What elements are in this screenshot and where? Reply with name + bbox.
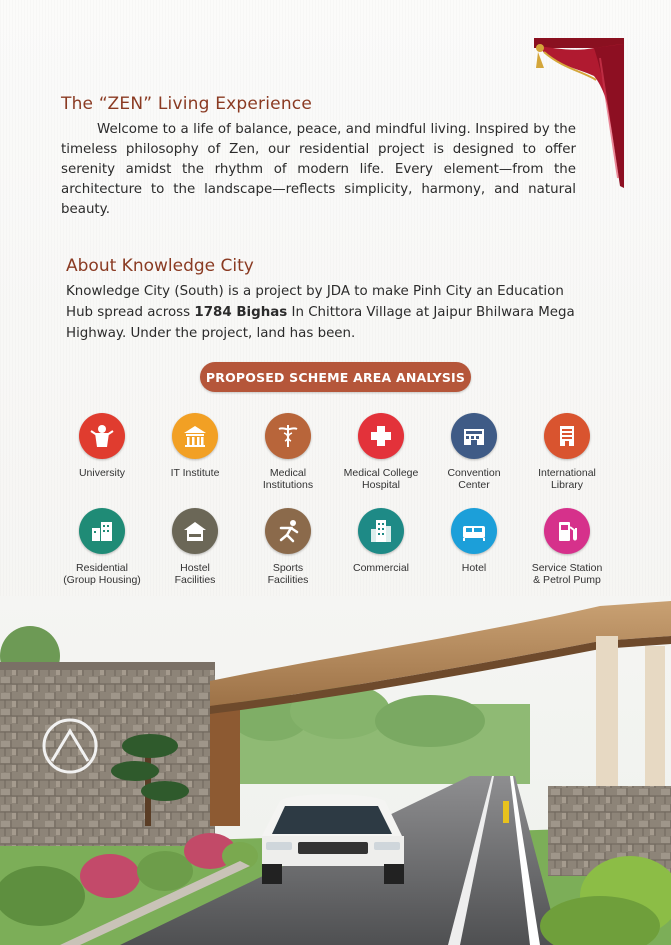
hostel-icon	[172, 508, 218, 554]
kc-body-area: 1784 Bighas	[194, 305, 288, 320]
petrol-pump-icon	[544, 508, 590, 554]
facility-commercial	[331, 508, 431, 574]
caduceus-icon	[265, 413, 311, 459]
it-institute-icon	[172, 413, 218, 459]
facility-medical-college	[331, 413, 431, 491]
residential-icon	[79, 508, 125, 554]
facility-label: Medical Institutions	[262, 467, 314, 491]
convention-center-icon	[451, 413, 497, 459]
hospital-cross-icon	[358, 413, 404, 459]
facility-label: Sports Facilities	[267, 562, 309, 586]
university-icon	[79, 413, 125, 459]
facility-hostel	[145, 508, 245, 586]
sports-icon	[265, 508, 311, 554]
kc-body-text-1: Knowledge City (South) is a project by JDA to make Pinh City an Education Hub spread across	[66, 284, 564, 320]
knowledge-city-body	[66, 281, 586, 344]
facility-label: Commercial	[352, 562, 409, 574]
kc-body-text-2: In Chittora Village at Jaipur Bhilwara Mega Highway. Under the project, land has been.	[66, 305, 575, 341]
library-icon	[544, 413, 590, 459]
facility-label: International Library	[538, 467, 596, 491]
facility-hotel	[424, 508, 524, 574]
facility-medical-institutions	[238, 413, 338, 491]
facility-label: Hotel	[461, 562, 487, 574]
facility-service-station	[517, 508, 617, 586]
facility-label: Service Station & Petrol Pump	[531, 562, 603, 586]
facility-label: Residential (Group Housing)	[63, 562, 141, 586]
facility-residential	[52, 508, 152, 586]
facility-university	[52, 413, 152, 479]
facility-convention-center	[424, 413, 524, 491]
zen-body-text: Welcome to a life of balance, peace, and mindful living. Inspired by the timeless philosophy of Zen, our residential project is designed to offer serenity amidst the rhythm of modern life. Every element—from the architecture to the landscape—reflects simplicity, harmony, and natural beauty.	[61, 122, 576, 217]
facility-label: Medical College Hospital	[343, 467, 419, 491]
facility-label: University	[78, 467, 126, 479]
commercial-icon	[358, 508, 404, 554]
zen-section-title: The “ZEN” Living Experience	[61, 94, 312, 114]
facility-label: IT Institute	[170, 467, 220, 479]
facility-label: Hostel Facilities	[174, 562, 216, 586]
facility-international-library	[517, 413, 617, 491]
facility-grid	[52, 413, 642, 593]
scheme-analysis-banner: PROPOSED SCHEME AREA ANALYSIS	[200, 362, 471, 392]
knowledge-city-title: About Knowledge City	[66, 256, 254, 276]
facility-sports	[238, 508, 338, 586]
facility-label: Convention Center	[447, 467, 501, 491]
hotel-bed-icon	[451, 508, 497, 554]
zen-section-body	[61, 120, 576, 220]
entrance-gate-illustration	[0, 596, 671, 945]
facility-it-institute	[145, 413, 245, 479]
